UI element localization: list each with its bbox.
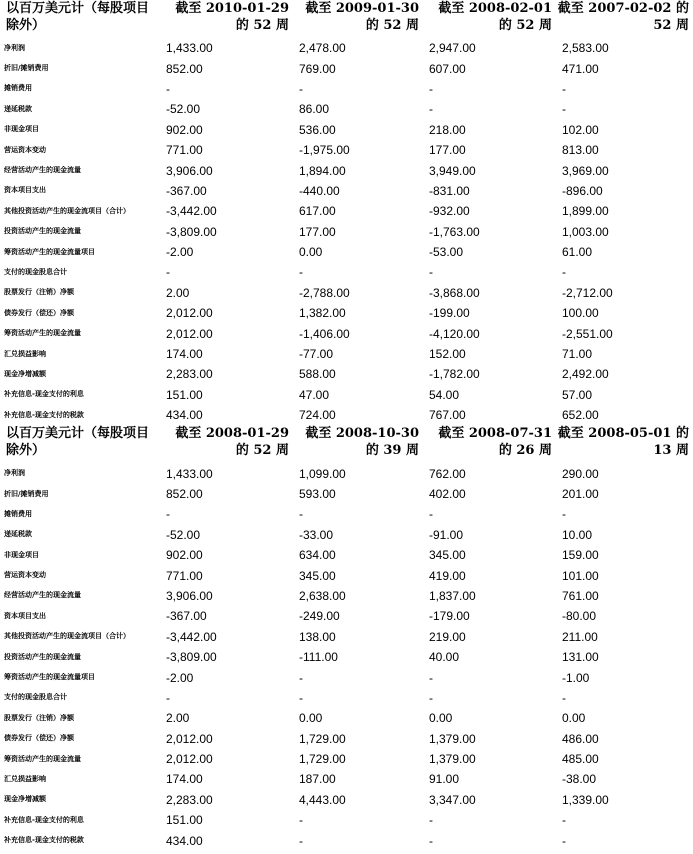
table-row xyxy=(0,58,693,78)
cell-value: - xyxy=(299,833,303,848)
table-row xyxy=(0,364,693,384)
row-label: 筹资活动产生的现金流量 xyxy=(4,754,81,763)
table-row xyxy=(0,565,693,585)
cell-value: 2,012.00 xyxy=(166,326,213,341)
row-label: 经营活动产生的现金流量 xyxy=(4,591,81,600)
row-label: 资本项目支出 xyxy=(4,611,46,620)
cell-value: 634.00 xyxy=(299,548,336,563)
cell-value: 724.00 xyxy=(299,408,336,423)
cell-value: 3,949.00 xyxy=(429,163,476,178)
cell-value: - xyxy=(299,81,303,96)
cell-value: 218.00 xyxy=(429,122,466,137)
cell-value: - xyxy=(166,81,170,96)
cell-value: 617.00 xyxy=(299,204,336,219)
row-label: 资本项目支出 xyxy=(4,186,46,195)
period-header: 截至 2008-05-01 的 13 周 xyxy=(557,426,689,459)
row-label: 补充信息-现金支付的利息 xyxy=(4,815,84,824)
cell-value: 593.00 xyxy=(299,487,336,501)
cell-value: 187.00 xyxy=(299,772,336,787)
cell-value: 402.00 xyxy=(429,487,466,501)
cell-value: 2,012.00 xyxy=(166,306,213,321)
cell-value: -53.00 xyxy=(429,245,464,260)
cell-value: - xyxy=(562,833,566,848)
cell-value: -52.00 xyxy=(166,102,201,117)
table-row xyxy=(0,181,693,201)
cell-value: -2.00 xyxy=(166,670,194,685)
row-label: 债券发行（偿还）净额 xyxy=(4,308,74,317)
unit-header: 以百万美元计（每股项目除外） xyxy=(6,426,150,459)
cell-value: 2,012.00 xyxy=(166,752,213,767)
table-row xyxy=(0,627,693,647)
row-label: 折旧/摊销费用 xyxy=(4,64,49,73)
cell-value: 852.00 xyxy=(166,487,203,501)
row-label: 现金净增减额 xyxy=(4,369,46,378)
cell-value: - xyxy=(166,690,170,705)
cell-value: 131.00 xyxy=(562,650,599,665)
cell-value: 3,969.00 xyxy=(562,163,609,178)
table-row xyxy=(0,344,693,364)
cell-value: - xyxy=(562,102,566,117)
period-header: 截至 2007-02-02 的 52 周 xyxy=(557,1,689,33)
period-header: 截至 2008-07-31 的 26 周 xyxy=(438,426,552,459)
cell-value: 54.00 xyxy=(429,387,460,402)
table-row xyxy=(0,160,693,180)
cell-value: - xyxy=(429,265,433,280)
row-label: 递延税款 xyxy=(4,104,32,113)
cell-value: 485.00 xyxy=(562,752,599,767)
cell-value: -1,406.00 xyxy=(299,326,350,341)
row-label: 补充信息-现金支付的税款 xyxy=(4,410,84,419)
cell-value: - xyxy=(429,507,433,522)
header-row xyxy=(0,0,693,38)
table-row xyxy=(0,525,693,545)
cell-value: 3,906.00 xyxy=(166,588,213,603)
table-body-annual xyxy=(0,38,693,425)
row-label: 投资活动产生的现金流量 xyxy=(4,227,81,236)
table-row xyxy=(0,606,693,626)
table-row xyxy=(0,385,693,405)
cell-value: 1,382.00 xyxy=(299,306,346,321)
cell-value: 102.00 xyxy=(562,122,599,137)
cell-value: 71.00 xyxy=(562,347,593,362)
cell-value: 2,012.00 xyxy=(166,731,213,746)
cell-value: 1,729.00 xyxy=(299,731,346,746)
cell-value: 434.00 xyxy=(166,408,203,423)
cell-value: 159.00 xyxy=(562,548,599,563)
cell-value: 771.00 xyxy=(166,568,203,583)
row-label: 汇兑损益影响 xyxy=(4,774,46,783)
cell-value: 2.00 xyxy=(166,711,190,726)
header-row xyxy=(0,425,693,463)
cell-value: 2,638.00 xyxy=(299,588,346,603)
row-label: 股票发行（注销）净额 xyxy=(4,713,74,722)
cash-flow-table-quarterly xyxy=(0,425,693,850)
cell-value: 536.00 xyxy=(299,122,336,137)
table-row xyxy=(0,586,693,606)
cell-value: 2.00 xyxy=(166,285,190,300)
table-row xyxy=(0,484,693,504)
cell-value: 771.00 xyxy=(166,143,203,158)
cell-value: -80.00 xyxy=(562,609,597,624)
cell-value: 201.00 xyxy=(562,487,599,501)
period-header: 截至 2010-01-29 的 52 周 xyxy=(175,1,289,33)
cell-value: 1,379.00 xyxy=(429,752,476,767)
cell-value: 2,583.00 xyxy=(562,41,609,56)
cell-value: 1,433.00 xyxy=(166,466,213,481)
cell-value: 61.00 xyxy=(562,245,593,260)
cell-value: -77.00 xyxy=(299,347,334,362)
cell-value: 486.00 xyxy=(562,731,599,746)
cell-value: 813.00 xyxy=(562,143,599,158)
cell-value: - xyxy=(299,507,303,522)
cell-value: 852.00 xyxy=(166,61,203,76)
cell-value: - xyxy=(429,833,433,848)
cell-value: -896.00 xyxy=(562,183,603,198)
table-row xyxy=(0,667,693,687)
table-row xyxy=(0,222,693,242)
row-label: 净利润 xyxy=(4,43,25,52)
table-row xyxy=(0,830,693,850)
cell-value: -2,712.00 xyxy=(562,285,613,300)
cell-value: 177.00 xyxy=(299,224,336,239)
cell-value: -3,809.00 xyxy=(166,650,217,665)
cell-value: 1,837.00 xyxy=(429,588,476,603)
row-label: 营运资本变动 xyxy=(4,145,46,154)
cell-value: 761.00 xyxy=(562,588,599,603)
cell-value: -33.00 xyxy=(299,527,334,542)
cell-value: 419.00 xyxy=(429,568,466,583)
cell-value: -4,120.00 xyxy=(429,326,480,341)
cell-value: -3,442.00 xyxy=(166,204,217,219)
table-row xyxy=(0,688,693,708)
table-row xyxy=(0,201,693,221)
table-row xyxy=(0,790,693,810)
cell-value: 434.00 xyxy=(166,833,203,848)
cell-value: 0.00 xyxy=(429,711,453,726)
row-label: 摊销费用 xyxy=(4,84,32,93)
cell-value: -179.00 xyxy=(429,609,470,624)
cell-value: 177.00 xyxy=(429,143,466,158)
table-row xyxy=(0,262,693,282)
row-label: 摊销费用 xyxy=(4,509,32,518)
row-label: 其他投资活动产生的现金流项目（合计） xyxy=(4,206,130,215)
cell-value: 345.00 xyxy=(429,548,466,563)
cell-value: 652.00 xyxy=(562,408,599,423)
cell-value: 0.00 xyxy=(299,711,323,726)
cell-value: -2,551.00 xyxy=(562,326,613,341)
cell-value: 2,492.00 xyxy=(562,367,609,382)
period-header: 截至 2008-01-29 的 52 周 xyxy=(175,426,289,459)
cell-value: -3,809.00 xyxy=(166,224,217,239)
cell-value: 0.00 xyxy=(299,245,323,260)
table-row xyxy=(0,303,693,323)
cell-value: 2,283.00 xyxy=(166,792,213,807)
cell-value: -3,868.00 xyxy=(429,285,480,300)
row-label: 补充信息-现金支付的税款 xyxy=(4,836,84,845)
cell-value: 174.00 xyxy=(166,347,203,362)
row-label: 债券发行（偿还）净额 xyxy=(4,734,74,743)
cell-value: -2,788.00 xyxy=(299,285,350,300)
cell-value: -38.00 xyxy=(562,772,597,787)
cell-value: - xyxy=(562,81,566,96)
row-label: 其他投资活动产生的现金流项目（合计） xyxy=(4,632,130,641)
cell-value: - xyxy=(562,265,566,280)
cell-value: 3,906.00 xyxy=(166,163,213,178)
cell-value: -440.00 xyxy=(299,183,340,198)
cell-value: 762.00 xyxy=(429,466,466,481)
cell-value: 588.00 xyxy=(299,367,336,382)
cell-value: 100.00 xyxy=(562,306,599,321)
table-row xyxy=(0,729,693,749)
period-header: 截至 2008-10-30 的 39 周 xyxy=(305,426,419,459)
table-row xyxy=(0,283,693,303)
table-row xyxy=(0,120,693,140)
cell-value: - xyxy=(299,690,303,705)
unit-header: 以百万美元计（每股项目除外） xyxy=(6,1,150,33)
cell-value: -52.00 xyxy=(166,527,201,542)
cell-value: 2,283.00 xyxy=(166,367,213,382)
cell-value: 86.00 xyxy=(299,102,330,117)
cell-value: 1,433.00 xyxy=(166,41,213,56)
cell-value: 2,947.00 xyxy=(429,41,476,56)
cell-value: -367.00 xyxy=(166,183,207,198)
cell-value: -199.00 xyxy=(429,306,470,321)
cell-value: 4,443.00 xyxy=(299,792,346,807)
row-label: 净利润 xyxy=(4,469,25,478)
table-row xyxy=(0,708,693,728)
cell-value: -249.00 xyxy=(299,609,340,624)
cell-value: 3,347.00 xyxy=(429,792,476,807)
cell-value: -1,975.00 xyxy=(299,143,350,158)
cell-value: -111.00 xyxy=(299,650,338,665)
cell-value: 1,099.00 xyxy=(299,466,346,481)
cell-value: 152.00 xyxy=(429,347,466,362)
table-row xyxy=(0,99,693,119)
cell-value: - xyxy=(429,813,433,828)
period-header: 截至 2008-02-01 的 52 周 xyxy=(438,1,552,33)
cell-value: 10.00 xyxy=(562,527,593,542)
cell-value: - xyxy=(429,670,433,685)
cell-value: 2,478.00 xyxy=(299,41,346,56)
cell-value: 345.00 xyxy=(299,568,336,583)
cell-value: - xyxy=(562,813,566,828)
cell-value: 767.00 xyxy=(429,408,466,423)
row-label: 非现金项目 xyxy=(4,550,39,559)
table-row xyxy=(0,140,693,160)
cell-value: 471.00 xyxy=(562,61,599,76)
row-label: 经营活动产生的现金流量 xyxy=(4,166,81,175)
row-label: 非现金项目 xyxy=(4,125,39,134)
cell-value: - xyxy=(562,690,566,705)
cell-value: 769.00 xyxy=(299,61,336,76)
cell-value: 101.00 xyxy=(562,568,599,583)
cell-value: -367.00 xyxy=(166,609,207,624)
cell-value: 1,899.00 xyxy=(562,204,609,219)
table-row xyxy=(0,38,693,58)
cell-value: - xyxy=(299,265,303,280)
table-row xyxy=(0,242,693,262)
period-header: 截至 2009-01-30 的 52 周 xyxy=(305,1,419,33)
row-label: 筹资活动产生的现金流量项目 xyxy=(4,247,95,256)
table-row xyxy=(0,405,693,425)
cell-value: 211.00 xyxy=(562,629,598,644)
table-row xyxy=(0,545,693,565)
cell-value: -1.00 xyxy=(562,670,590,685)
cell-value: -3,442.00 xyxy=(166,629,217,644)
cell-value: -2.00 xyxy=(166,245,194,260)
row-label: 筹资活动产生的现金流量项目 xyxy=(4,673,95,682)
cell-value: 174.00 xyxy=(166,772,203,787)
cell-value: 1,894.00 xyxy=(299,163,346,178)
table-row xyxy=(0,504,693,524)
row-label: 股票发行（注销）净额 xyxy=(4,288,74,297)
row-label: 递延税款 xyxy=(4,530,32,539)
table-row xyxy=(0,810,693,830)
table-row xyxy=(0,463,693,483)
row-label: 汇兑损益影响 xyxy=(4,349,46,358)
cell-value: 1,379.00 xyxy=(429,731,476,746)
cell-value: 138.00 xyxy=(299,629,336,644)
table-row xyxy=(0,749,693,769)
cell-value: -831.00 xyxy=(429,183,470,198)
cell-value: - xyxy=(166,265,170,280)
cell-value: 40.00 xyxy=(429,650,460,665)
row-label: 补充信息-现金支付的利息 xyxy=(4,390,84,399)
cell-value: - xyxy=(429,102,433,117)
cell-value: 290.00 xyxy=(562,466,599,481)
row-label: 投资活动产生的现金流量 xyxy=(4,652,81,661)
cell-value: 47.00 xyxy=(299,387,330,402)
cell-value: 91.00 xyxy=(429,772,460,787)
cell-value: -1,782.00 xyxy=(429,367,480,382)
row-label: 营运资本变动 xyxy=(4,571,46,580)
cash-flow-table-annual xyxy=(0,0,693,425)
cell-value: - xyxy=(299,813,303,828)
cell-value: 1,339.00 xyxy=(562,792,609,807)
cell-value: 57.00 xyxy=(562,387,593,402)
cell-value: - xyxy=(166,507,170,522)
cell-value: - xyxy=(429,690,433,705)
cell-value: 219.00 xyxy=(429,629,466,644)
cell-value: -1,763.00 xyxy=(429,224,480,239)
table-body-quarterly xyxy=(0,463,693,850)
cell-value: 902.00 xyxy=(166,122,203,137)
table-row xyxy=(0,79,693,99)
row-label: 筹资活动产生的现金流量 xyxy=(4,329,81,338)
cell-value: - xyxy=(299,670,303,685)
cell-value: 607.00 xyxy=(429,61,466,76)
table-row xyxy=(0,647,693,667)
cell-value: - xyxy=(429,81,433,96)
row-label: 折旧/摊销费用 xyxy=(4,489,49,498)
cell-value: 1,003.00 xyxy=(562,224,609,239)
cell-value: 151.00 xyxy=(166,387,203,402)
cell-value: 151.00 xyxy=(166,813,203,828)
cell-value: 902.00 xyxy=(166,548,203,563)
cell-value: - xyxy=(562,507,566,522)
cell-value: -932.00 xyxy=(429,204,470,219)
table-row xyxy=(0,769,693,789)
row-label: 支付的现金股息合计 xyxy=(4,267,67,276)
cell-value: 1,729.00 xyxy=(299,752,346,767)
cell-value: -91.00 xyxy=(429,527,464,542)
table-row xyxy=(0,323,693,343)
row-label: 现金净增减额 xyxy=(4,795,46,804)
cell-value: 0.00 xyxy=(562,711,586,726)
row-label: 支付的现金股息合计 xyxy=(4,693,67,702)
